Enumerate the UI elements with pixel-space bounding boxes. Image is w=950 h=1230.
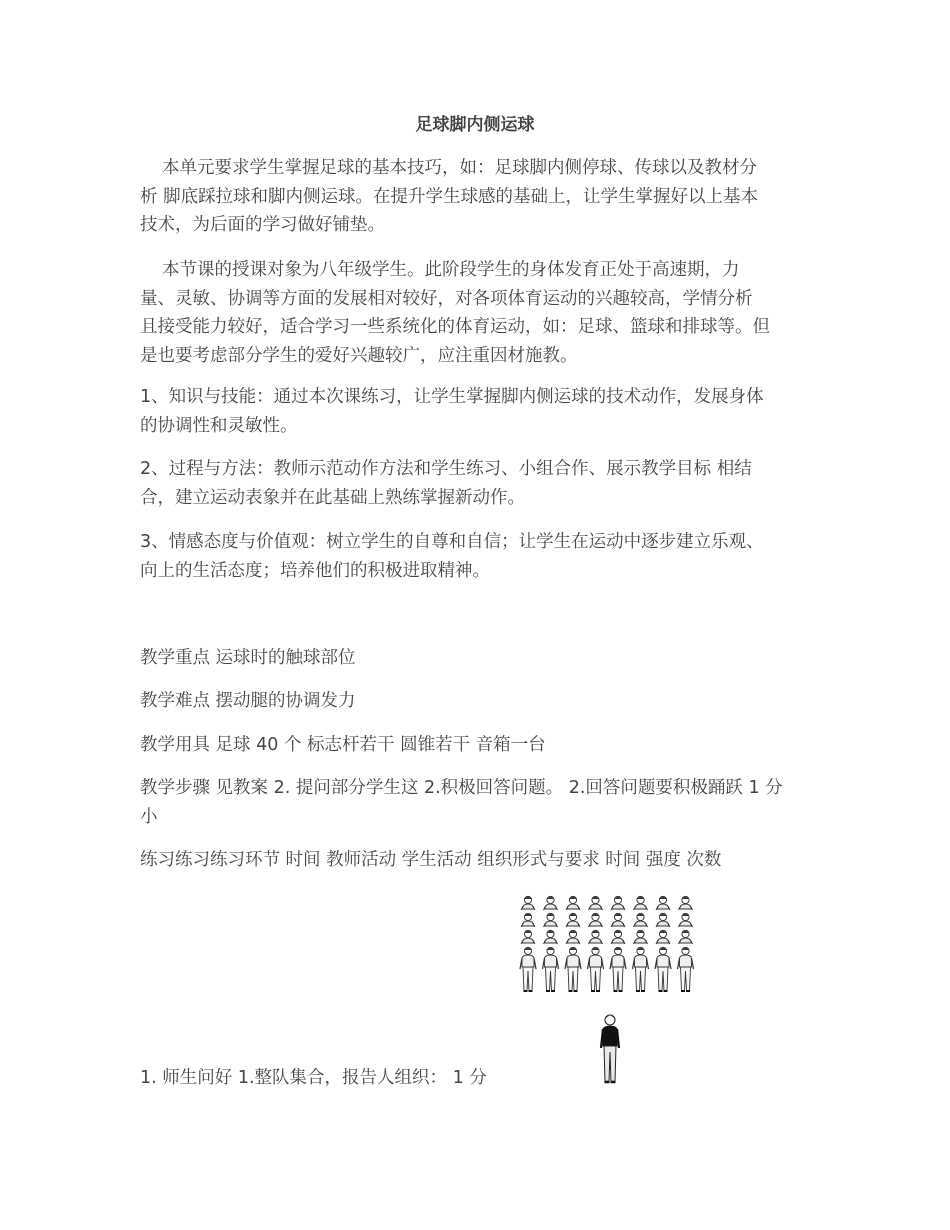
student-figure [566, 896, 580, 910]
student-figure [521, 930, 535, 944]
student-figure [589, 930, 603, 944]
teaching-equipment: 教学用具 足球 40 个 标志杆若干 圆锥若干 音箱一台 [140, 735, 546, 755]
text-line: 量、灵敏、协调等方面的发展相对较好，对各项体育运动的兴趣较高，学情分析 [140, 288, 753, 309]
student-figure [521, 896, 535, 910]
student-figure [655, 947, 671, 991]
text-line: 本节课的授课对象为八年级学生。此阶段学生的身体发育正处于高速期，力 [162, 260, 740, 280]
student-figure [521, 913, 535, 927]
student-figure [656, 896, 670, 910]
text-line: 合，建立运动表象并在此基础上熟练掌握新动作。 [140, 487, 525, 508]
text-line: 教学步骤 见教案 2. 提问部分学生这 2.积极回答问题。 2.回答问题要积极踊跃 1 分 [140, 778, 783, 798]
student-figure [634, 930, 648, 944]
student-figure [610, 947, 626, 991]
text-line: 向上的生活态度；培养他们的积极进取精神。 [140, 560, 490, 581]
text-line: 2、过程与方法：教师示范动作方法和学生练习、小组合作、展示教学目标 相结 [140, 459, 752, 479]
student-figure [679, 930, 693, 944]
text-line: 的协调性和灵敏性。 [140, 415, 298, 436]
paragraph-objective-attitude [140, 528, 812, 585]
paragraph-student-analysis [140, 256, 812, 370]
teaching-steps [140, 774, 830, 831]
student-figure [589, 913, 603, 927]
paragraph-objective-process [140, 455, 812, 512]
paragraph-unit-overview [140, 154, 812, 240]
student-figure [634, 896, 648, 910]
text-line: 且接受能力较好，适合学习一些系统化的体育运动，如：足球、篮球和排球等。但 [140, 317, 770, 337]
student-figure [588, 947, 604, 991]
student-figure [656, 913, 670, 927]
student-figure [543, 947, 559, 991]
student-figure [634, 913, 648, 927]
student-figure [566, 930, 580, 944]
text-line: 1、知识与技能：通过本次课练习，让学生掌握脚内侧运球的技术动作，发展身体 [140, 387, 764, 407]
student-figure [544, 913, 558, 927]
student-figure [611, 913, 625, 927]
document-title: 足球脚内侧运球 [415, 115, 535, 135]
student-figure [565, 947, 581, 991]
student-figure [611, 896, 625, 910]
student-figure [520, 947, 536, 991]
text-line: 3、情感态度与价值观：树立学生的自尊和自信；让学生在运动中逐步建立乐观、 [140, 532, 764, 552]
teacher-figure [601, 1015, 619, 1082]
student-figure [679, 913, 693, 927]
student-figure [544, 896, 558, 910]
student-figure [589, 896, 603, 910]
text-line: 本单元要求学生掌握足球的基本技巧，如：足球脚内侧停球、传球以及教材分 [162, 158, 757, 178]
student-figure [656, 930, 670, 944]
teaching-difficulty: 教学难点 摆动腿的协调发力 [140, 691, 356, 711]
student-figure [566, 913, 580, 927]
teaching-key-point: 教学重点 运球时的触球部位 [140, 648, 356, 668]
student-figure [679, 896, 693, 910]
text-line: 小 [140, 806, 158, 827]
text-line: 析 脚底踩拉球和脚内侧运球。在提升学生球感的基础上，让学生掌握好以上基本 [140, 186, 759, 207]
student-figure [544, 930, 558, 944]
student-figure [633, 947, 649, 991]
student-figure [611, 930, 625, 944]
text-line: 技术，为后面的学习做好铺垫。 [140, 215, 385, 235]
table-header-row: 练习练习练习环节 时间 教师活动 学生活动 组织形式与要求 时间 强度 次数 [140, 850, 722, 870]
paragraph-objective-knowledge [140, 383, 812, 440]
formation-diagram [510, 888, 710, 1088]
lesson-step-one: 1. 师生问好 1.整队集合，报告人组织： 1 分 [140, 1068, 487, 1088]
text-line: 是也要考虑部分学生的爱好兴趣较广，应注重因材施教。 [140, 345, 578, 366]
student-figure [678, 947, 694, 991]
